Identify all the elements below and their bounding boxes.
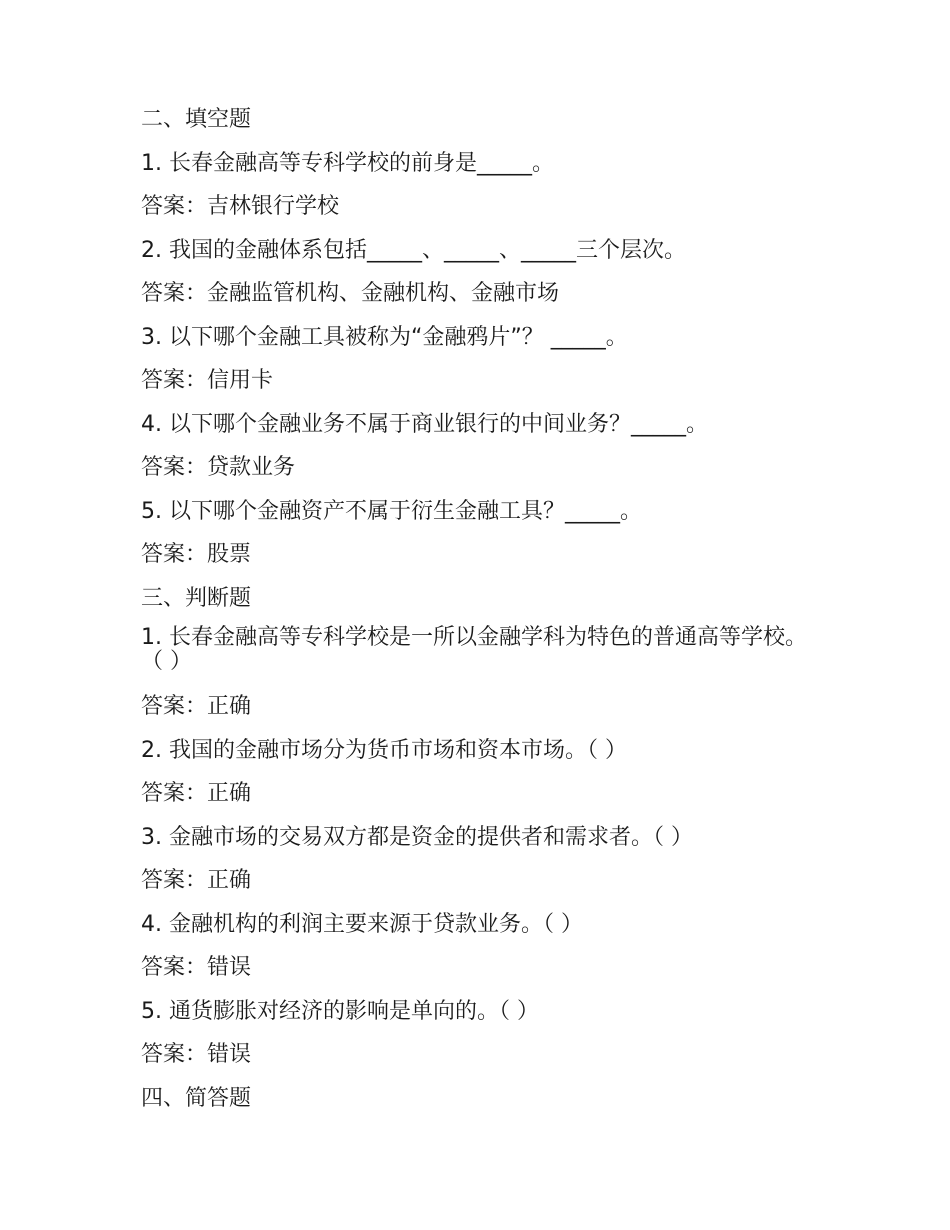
question-text: 3. 金融市场的交易双方都是资金的提供者和需求者。（ ） <box>141 824 693 850</box>
answer-text: 答案：正确 <box>141 868 252 893</box>
question-text: 3. 以下哪个金融工具被称为“金融鸦片”？ _____。 <box>141 324 628 350</box>
answer-text: 答案：错误 <box>141 1042 252 1067</box>
answer-text: 答案：信用卡 <box>141 368 274 393</box>
question-text: 4. 以下哪个金融业务不属于商业银行的中间业务？_____。 <box>141 411 708 437</box>
answer-text: 答案：错误 <box>141 955 252 980</box>
question-text: 2. 我国的金融市场分为货币市场和资本市场。（ ） <box>141 737 627 763</box>
section-heading: 二、填空题 <box>141 107 252 132</box>
question-text: 1. 长春金融高等专科学校的前身是_____。 <box>141 150 554 176</box>
question-text: 2. 我国的金融体系包括_____、_____、_____三个层次。 <box>141 237 686 263</box>
answer-text: 答案：吉林银行学校 <box>141 194 340 219</box>
question-text: 5. 以下哪个金融资产不属于衍生金融工具？_____。 <box>141 498 642 524</box>
answer-text: 答案：贷款业务 <box>141 455 296 480</box>
question-text: 4. 金融机构的利润主要来源于贷款业务。（ ） <box>141 911 583 937</box>
section-heading: 三、判断题 <box>141 585 252 611</box>
answer-text: 答案：正确 <box>141 694 252 719</box>
answer-text: 答案：正确 <box>141 781 252 806</box>
answer-text: 答案：股票 <box>141 542 252 567</box>
document-body <box>141 104 811 1126</box>
question-text: 5. 通货膨胀对经济的影响是单向的。（ ） <box>141 998 539 1024</box>
section-heading: 四、简答题 <box>141 1085 252 1111</box>
answer-text: 答案：金融监管机构、金融机构、金融市场 <box>141 281 560 306</box>
question-text: 1. 长春金融高等专科学校是一所以金融学科为特色的普通高等学校。（ ） <box>141 625 807 674</box>
